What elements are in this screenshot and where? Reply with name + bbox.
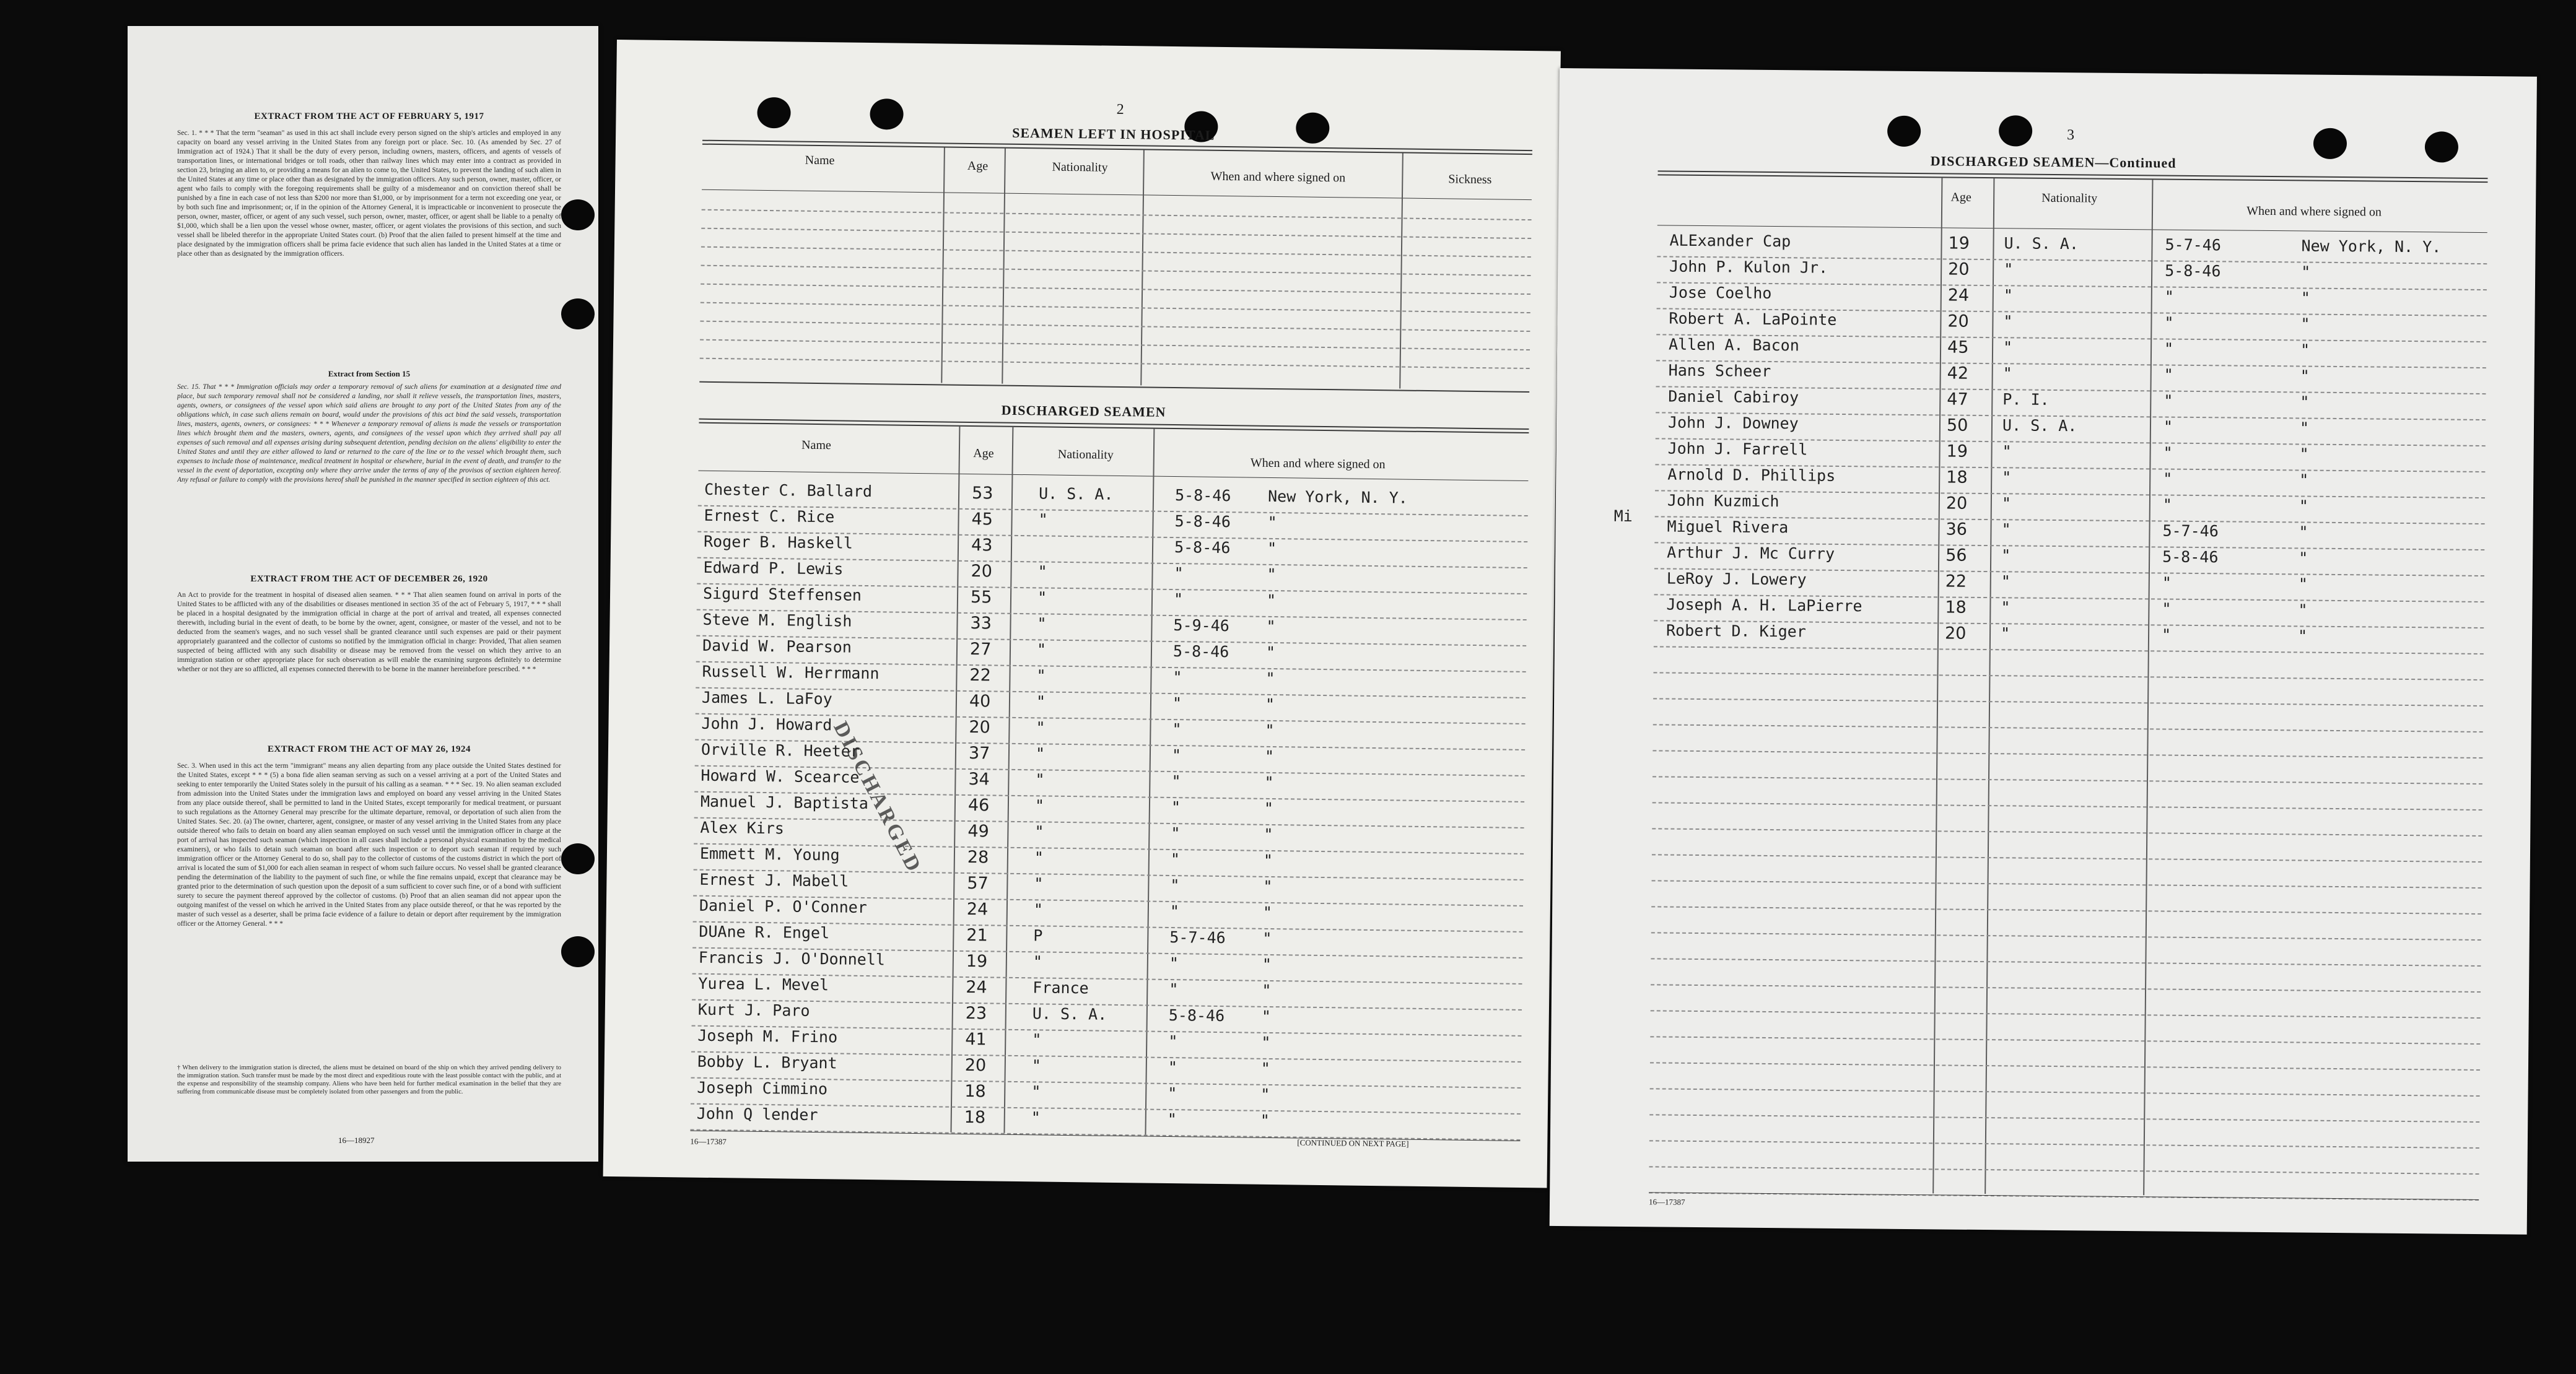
- row-line: [1651, 958, 2481, 967]
- hospital-blank-rows: [617, 40, 1561, 51]
- punch-hole: [561, 298, 595, 329]
- seaman-name: Ernest J. Mabell: [699, 870, 849, 890]
- column-divider: [1145, 429, 1155, 1135]
- rule: [1657, 174, 2487, 183]
- subheading-section-15: Extract from Section 15: [328, 369, 411, 378]
- seaman-nationality: ": [2004, 260, 2014, 279]
- discharged-stamp: DISCHARGED: [829, 718, 927, 877]
- column-divider: [1003, 427, 1013, 1133]
- blank-row-line: [701, 228, 1531, 239]
- seaman-age: 46: [967, 796, 990, 815]
- signed-on-date: ": [2162, 495, 2173, 514]
- seaman-age: 57: [967, 874, 989, 894]
- hospital-header-signed-on: When and where signed on: [1210, 169, 1346, 185]
- seaman-name: Daniel P. O'Conner: [699, 896, 868, 917]
- signed-on-date: 5-8-46: [1174, 538, 1231, 557]
- seaman-age: 20: [1945, 494, 1968, 513]
- hospital-header-age: Age: [967, 159, 989, 173]
- heading-act-1917: EXTRACT FROM THE ACT OF FEBRUARY 5, 1917: [254, 111, 484, 121]
- row-line: [1650, 1036, 2480, 1045]
- column-divider: [1932, 178, 1942, 1193]
- row-line: [1653, 724, 2483, 733]
- seaman-name: Emmett M. Young: [699, 844, 840, 864]
- signed-on-date: ": [2163, 417, 2173, 436]
- seaman-nationality: ": [2002, 442, 2012, 461]
- signed-on-date: ": [1172, 720, 1182, 739]
- seaman-nationality: U. S. A.: [1038, 484, 1114, 503]
- row-line: [1656, 360, 2486, 368]
- signed-on-place: ": [2299, 445, 2309, 463]
- signed-on-place: ": [2299, 497, 2309, 515]
- signed-on-place: ": [2300, 315, 2310, 333]
- rule: [702, 189, 1532, 200]
- seaman-name: Yurea L. Mevel: [698, 974, 829, 994]
- seaman-name: Ernest C. Rice: [704, 506, 835, 526]
- rule: [1649, 1192, 2479, 1200]
- row-line: [1653, 672, 2483, 680]
- signed-on-date: 5-8-46: [1174, 486, 1231, 505]
- seaman-nationality: ": [1035, 744, 1046, 763]
- signed-on-place: ": [2300, 367, 2310, 385]
- punch-hole: [561, 199, 595, 230]
- seaman-age: 22: [969, 666, 992, 685]
- signed-on-date: ": [1171, 746, 1182, 765]
- seaman-nationality: ": [2001, 598, 2011, 617]
- column-divider: [1399, 154, 1404, 389]
- seaman-name: Russell W. Herrmann: [702, 662, 880, 683]
- seaman-name: Chester C. Ballard: [704, 480, 873, 501]
- seaman-name: Howard W. Scearce: [701, 766, 860, 786]
- seaman-age: 45: [971, 510, 993, 529]
- signed-on-place: ": [2299, 549, 2308, 567]
- seaman-nationality: U. S. A.: [2002, 416, 2077, 435]
- punch-hole: [2425, 131, 2458, 162]
- seaman-nationality: ": [1037, 562, 1047, 581]
- text-section-15: Sec. 15. That * * * Immigration officials may order a temporary removal of such aliens for examination at a designated time and place, but such temporary removal shall not be considered a landing, nor shall it relieve vessels, the transportation lines, masters, agents, owners, or consignees of the vessel upon which said aliens are brought to any port of the United States from any of the obligations which, in case such aliens remain on board, would under the provisions of this act bind the said vessels, transportation lines, masters, agents, owners, or consignees: * * * Whenever a temporary removal of aliens is made the vessels or transportation lines which brought them and the masters, owners, agents, and consignees of the vessel upon which they arrived shall pay all expenses of such removal and all expenses arising during subsequent detention, pending decision on the aliens' eligibility to enter the United States and until they are either allowed to land or returned to the care of the line or to the vessel which brought them, such expenses to include those of maintenance, medical treatment in hospital or elsewhere, burial in the event of death, and transfer to the vessel in the event of deportation, excepting only where they arrive under the terms of any of the provisos of section eighteen hereof. Any refusal or failure to comply with the provisions hereof shall be punished in the manner specified in section eighteen of this act.: [177, 383, 561, 484]
- signed-on-date: ": [1172, 668, 1182, 687]
- seaman-name: DUAne R. Engel: [699, 922, 830, 942]
- signed-on-place: ": [1263, 851, 1273, 870]
- row-line: [1653, 802, 2482, 811]
- seaman-nationality: ": [1031, 1082, 1041, 1101]
- seaman-name: Robert A. LaPointe: [1669, 309, 1837, 329]
- signed-on-date: ": [2163, 443, 2173, 462]
- signed-on-date: 5-7-46: [2162, 521, 2219, 541]
- form-number: 16—17387: [690, 1136, 727, 1147]
- signed-on-place: ": [1261, 1033, 1271, 1052]
- continued-section-title: DISCHARGED SEAMEN—Continued: [1930, 153, 2177, 171]
- punch-hole: [870, 98, 904, 130]
- row-line: [1650, 1062, 2480, 1071]
- punch-hole: [1296, 112, 1330, 144]
- seaman-age: 20: [1944, 624, 1967, 643]
- seaman-name: Alex Kirs: [700, 818, 785, 838]
- heading-act-1920: EXTRACT FROM THE ACT OF DECEMBER 26, 1920: [250, 574, 488, 584]
- signed-on-place: ": [1267, 539, 1277, 558]
- signed-on-date: ": [1170, 876, 1180, 895]
- signed-on-date: ": [1171, 798, 1181, 817]
- seaman-age: 19: [966, 952, 988, 972]
- heading-act-1924: EXTRACT FROM THE ACT OF MAY 26, 1924: [267, 744, 471, 754]
- signed-on-place: ": [1263, 877, 1273, 896]
- seaman-age: 20: [1947, 311, 1969, 331]
- row-line: [1650, 1088, 2480, 1097]
- seaman-name: Allen A. Bacon: [1668, 335, 1799, 355]
- header-nationality: Nationality: [1057, 447, 1114, 462]
- seaman-nationality: ": [1034, 848, 1044, 867]
- row-line: [1657, 282, 2487, 290]
- seaman-age: 24: [966, 900, 989, 920]
- signed-on-place: ": [1262, 955, 1272, 974]
- seaman-name: John J. Howard: [701, 714, 832, 734]
- seaman-nationality: ": [2002, 338, 2013, 357]
- signed-on-place: ": [1264, 799, 1274, 818]
- seaman-name: Arnold D. Phillips: [1667, 465, 1836, 485]
- seaman-age: 19: [1948, 233, 1970, 253]
- seaman-age: 20: [969, 718, 991, 737]
- column-divider: [1984, 178, 1994, 1194]
- row-line: [1653, 750, 2482, 759]
- row-line: [1651, 906, 2481, 915]
- signed-on-place: ": [2299, 523, 2308, 541]
- row-line: [1654, 646, 2484, 654]
- page-number: 2: [1116, 101, 1124, 118]
- seaman-age: 18: [1946, 467, 1968, 487]
- signed-on-date: ": [1169, 980, 1179, 999]
- signed-on-place: ": [2300, 289, 2310, 307]
- punch-hole: [561, 843, 595, 874]
- seaman-name: Bobby L. Bryant: [697, 1052, 837, 1072]
- signed-on-date: ": [1169, 954, 1179, 973]
- seaman-name: Sigurd Steffensen: [702, 584, 862, 604]
- signed-on-date: ": [1169, 902, 1180, 921]
- signed-on-date: 5-8-46: [1172, 642, 1229, 661]
- seaman-name: Hans Scheer: [1668, 361, 1771, 380]
- signed-on-date: ": [2164, 313, 2174, 332]
- seaman-name: John Kuzmich: [1667, 491, 1779, 511]
- signed-on-date: ": [1171, 824, 1181, 843]
- signed-on-date: ": [2163, 391, 2173, 410]
- seaman-age: 20: [971, 562, 993, 581]
- column-divider: [1002, 149, 1006, 384]
- row-line: [1651, 1010, 2481, 1019]
- signed-on-date: ": [2164, 287, 2175, 306]
- signed-on-place: ": [2298, 575, 2308, 593]
- header-age: Age: [1950, 190, 1971, 204]
- seaman-nationality: ": [2001, 520, 2011, 539]
- seaman-name: Manuel J. Baptista: [700, 792, 869, 813]
- signed-on-place: New York, N. Y.: [2301, 237, 2442, 256]
- seaman-name: John J. Farrell: [1667, 439, 1808, 459]
- row-line: [1652, 828, 2482, 837]
- signed-on-date: 5-8-46: [1168, 1006, 1225, 1025]
- header-nationality: Nationality: [2041, 191, 2098, 206]
- seaman-name: ALExander Cap: [1669, 231, 1791, 251]
- punch-hole: [561, 936, 595, 967]
- punch-hole: [1887, 116, 1921, 147]
- seaman-age: 50: [1946, 415, 1968, 435]
- seaman-age: 53: [971, 484, 993, 503]
- header-name: Name: [801, 438, 832, 453]
- seaman-nationality: ": [2000, 624, 2011, 643]
- seaman-age: 22: [1945, 572, 1967, 591]
- seaman-age: 20: [1948, 259, 1970, 279]
- hospital-header-sickness: Sickness: [1448, 172, 1492, 187]
- seaman-name: Joseph M. Frino: [697, 1026, 838, 1046]
- seaman-nationality: P: [1033, 926, 1043, 945]
- row-line: [694, 817, 1524, 828]
- seaman-age: 24: [1947, 285, 1970, 305]
- row-line: [1651, 932, 2481, 941]
- signed-on-date: ": [1171, 772, 1181, 791]
- page-number: 3: [2066, 127, 2075, 144]
- seaman-name: Jose Coelho: [1669, 283, 1772, 303]
- signed-on-date: ": [1167, 1110, 1177, 1129]
- seaman-nationality: France: [1033, 978, 1089, 998]
- row-line: [1649, 1166, 2479, 1175]
- signed-on-place: ": [1262, 981, 1272, 1000]
- signed-on-date: 5-7-46: [2165, 235, 2221, 254]
- form-number: 16—17387: [1648, 1197, 1685, 1207]
- signed-on-place: ": [1260, 1111, 1270, 1130]
- signed-on-date: ": [2163, 339, 2174, 358]
- seaman-nationality: ": [2001, 572, 2011, 591]
- seaman-age: 37: [968, 744, 990, 763]
- signed-on-place: New York, N. Y.: [1267, 487, 1408, 507]
- seaman-nationality: ": [1032, 1030, 1042, 1049]
- seaman-name: James L. LaFoy: [701, 688, 832, 708]
- form-number: 16—18927: [338, 1136, 375, 1145]
- text-act-1917: Sec. 1. * * * That the term "seaman" as used in this act shall include every person signed on the ship's articles and employed in any capacity on board any vessel arriving in the United States from any foreign port or place. Sec. 10. (As amended by Sec. 27 of Immigration act of 1924.) That it shall be the duty of every person, including owners, masters, officers, and agents of vessels of transportation lines, or international bridges or toll roads, other than railway lines which may enter into a contract as provided in section 23, bringing an alien to, or providing a means for an alien to come to, the United States, to prevent the landing of such alien in the United States at any time or place other than as designated by the immigration officers. Any such person, owner, master, officer, or agent who fails to comply with the foregoing requirements shall be guilty of a misdemeanor and on conviction thereof shall be punished by a fine in each case of not less than $200 nor more than $1,000, or by imprisonment for a term not exceeding one year, or by both such fine and imprisonment; or, if in the opinion of the Attorney General, it is impracticable or inconvenient to prosecute the person, owner, master, officer, or agent of any such vessel, such person, owner, master, officer, or agent shall be liable to a penalty of $1,000, which shall be a lien upon the vessel whose owner, master, officer, or agent violates the provisions of this section, and such vessel shall be libeled therefor in the appropriate United States court. (b) Proof that the alien failed to present himself at the time and place designated by the immigration officers shall be prima facie evidence that such alien has landed in the United States at a time or place other than as designated by the immigration officers.: [177, 129, 561, 258]
- signed-on-date: 5-8-46: [2162, 547, 2219, 567]
- seaman-age: 33: [970, 614, 992, 633]
- seaman-name: John J. Downey: [1667, 413, 1799, 433]
- seaman-age: 19: [1946, 441, 1968, 461]
- signed-on-place: ": [1265, 643, 1276, 662]
- seaman-nationality: ": [1037, 614, 1047, 633]
- seaman-nationality: ": [1034, 796, 1045, 815]
- blank-row-line: [702, 209, 1532, 220]
- seaman-nationality: U. S. A.: [1032, 1004, 1107, 1024]
- signed-on-place: ": [1265, 669, 1275, 688]
- seaman-age: 28: [967, 848, 989, 867]
- seaman-nationality: ": [2001, 546, 2011, 565]
- punch-hole: [757, 97, 791, 129]
- seaman-nationality: ": [2002, 468, 2012, 487]
- signed-on-date: ": [1172, 694, 1182, 713]
- signed-on-place: ": [1265, 721, 1275, 740]
- seaman-age: 21: [966, 926, 988, 946]
- signed-on-date: ": [1174, 564, 1184, 583]
- seaman-name: John Q lender: [696, 1104, 818, 1124]
- seaman-name: Steve M. English: [702, 610, 852, 630]
- row-line: [1653, 776, 2482, 785]
- signed-on-place: ": [1266, 591, 1277, 610]
- margin-note: Mi: [1613, 507, 1633, 526]
- seaman-name: Orville R. Heeter: [701, 740, 860, 760]
- header-age: Age: [973, 446, 994, 461]
- signed-on-date: 5-8-46: [2165, 261, 2221, 280]
- seaman-nationality: ": [1035, 770, 1045, 789]
- discharged-section-title: DISCHARGED SEAMEN: [1001, 402, 1166, 420]
- signed-on-place: ": [1266, 617, 1276, 636]
- column-divider: [2143, 180, 2153, 1195]
- signed-on-place: ": [1265, 695, 1275, 714]
- seaman-nationality: ": [1036, 718, 1046, 737]
- legal-extract-page: [128, 26, 598, 1162]
- seaman-name: LeRoy J. Lowery: [1666, 569, 1807, 589]
- signed-on-date: 5-9-46: [1173, 616, 1229, 635]
- signed-on-place: ": [2301, 263, 2311, 281]
- row-line: [1649, 1140, 2479, 1149]
- signed-on-place: ": [2300, 393, 2310, 411]
- seaman-nationality: ": [1034, 822, 1044, 841]
- hospital-section-title: SEAMEN LEFT IN HOSPITAL: [1012, 124, 1215, 143]
- seaman-nationality: ": [1031, 1108, 1041, 1127]
- signed-on-place: ": [2300, 341, 2310, 359]
- header-signed-on: When and where signed on: [2246, 204, 2382, 219]
- continued-note: [CONTINUED ON NEXT PAGE]: [1297, 1137, 1409, 1149]
- signed-on-place: ": [1260, 1059, 1271, 1078]
- hospital-header-nationality: Nationality: [1052, 160, 1108, 175]
- row-line: [1653, 698, 2483, 707]
- manifest-page-3: [1550, 68, 2537, 1235]
- blank-row-line: [700, 358, 1530, 369]
- seaman-name: Roger B. Haskell: [703, 532, 854, 552]
- seaman-name: Daniel Cabiroy: [1668, 387, 1799, 407]
- signed-on-date: ": [2163, 365, 2173, 384]
- seaman-name: Edward P. Lewis: [703, 558, 844, 578]
- signed-on-place: ": [1264, 747, 1275, 766]
- manifest-page-2: [603, 40, 1561, 1188]
- blank-row-line: [700, 321, 1530, 332]
- seaman-age: 55: [970, 588, 992, 607]
- signed-on-place: ": [1267, 565, 1277, 584]
- seaman-nationality: ": [1036, 692, 1046, 711]
- seaman-age: 18: [964, 1107, 986, 1128]
- seaman-name: Miguel Rivera: [1667, 517, 1789, 537]
- signed-on-place: ": [2298, 601, 2308, 619]
- seaman-name: Joseph Cimmino: [697, 1078, 828, 1098]
- seaman-age: 40: [969, 692, 991, 711]
- blank-row-line: [701, 302, 1530, 313]
- seaman-nationality: ": [2001, 494, 2012, 513]
- seaman-age: 42: [1947, 363, 1969, 383]
- blank-row-line: [701, 284, 1530, 295]
- signed-on-place: ": [1262, 903, 1273, 922]
- seaman-age: 43: [971, 536, 993, 555]
- header-signed-on: When and where signed on: [1250, 456, 1386, 472]
- seaman-name: Arthur J. Mc Curry: [1667, 543, 1835, 563]
- signed-on-date: ": [1170, 850, 1181, 869]
- seaman-name: Kurt J. Paro: [697, 1000, 810, 1020]
- seaman-nationality: ": [1036, 640, 1047, 659]
- seaman-age: 20: [964, 1055, 987, 1076]
- signed-on-place: ": [2299, 419, 2310, 437]
- seaman-nationality: ": [2002, 364, 2012, 383]
- signed-on-date: ": [2162, 573, 2172, 592]
- seaman-age: 24: [966, 977, 987, 998]
- seaman-age: 56: [1945, 546, 1967, 565]
- signed-on-date: 5-8-46: [1174, 512, 1231, 531]
- blank-row-line: [701, 265, 1531, 276]
- seaman-nationality: U. S. A.: [2004, 234, 2079, 253]
- seaman-age: 36: [1945, 520, 1968, 539]
- signed-on-date: ": [2162, 599, 2172, 618]
- signed-on-place: ": [1264, 825, 1273, 844]
- signed-on-place: ": [2297, 627, 2308, 645]
- seaman-nationality: ": [1038, 510, 1048, 529]
- seaman-age: 47: [1947, 389, 1968, 409]
- blank-row-line: [700, 339, 1530, 350]
- column-divider: [1140, 150, 1145, 385]
- seaman-age: 49: [967, 822, 989, 841]
- column-divider: [941, 147, 945, 383]
- signed-on-place: ": [1262, 929, 1272, 948]
- row-line: [1649, 1114, 2479, 1123]
- seaman-age: 45: [1947, 337, 1969, 357]
- seaman-age: 27: [969, 640, 992, 659]
- signed-on-place: ": [1267, 513, 1277, 532]
- seaman-name: David W. Pearson: [702, 636, 852, 656]
- seaman-age: 23: [965, 1003, 987, 1024]
- blank-row-line: [701, 246, 1531, 258]
- seaman-nationality: ": [1037, 588, 1047, 607]
- text-act-1924: Sec. 3. When used in this act the term "immigrant" means any alien departing from any place outside the United States destined for the United States, except * * * (5) a bona fide alien seaman serving as such on a vessel arriving at a port of the United States and seeking to enter temporarily the United States solely in the pursuit of his calling as a seaman. * * * Sec. 19. No alien seaman excluded from admission into the United States under the immigration laws and employed on board any vessel arriving in the United States from any place outside thereof, shall be permitted to land in the United States, except temporarily for medical treatment, or pursuant to such regulations as the Attorney General may prescribe for the ultimate departure, removal, or deportation of such alien from the United States. Sec. 20. (a) The owner, charterer, agent, consignee, or master of any vessel arriving in the United States from any place outside thereof who fails to detain on board any alien seaman employed on such vessel until the immigration officer in charge at the port of arrival has inspected such seaman (which inspection in all cases shall include a personal physical examination by the medical examiners), or who fails to detain such seaman on board after such inspection or to deport such seaman if required by such immigration officer or the Attorney General to do so, shall pay to the collector of customs of the customs district in which the port of arrival is located the sum of $1,000 for each alien seaman in respect of whom such failure occurs. No vessel shall be granted clearance pending the determination of the liability to the payment of such fine, or while the fine remains unpaid, except that clearance may be granted prior to the determination of such question upon the deposit of a sum sufficient to cover such fine, or of a bond with sufficient surety to secure the payment thereof approved by the collector of customs. (b) Proof that an alien seaman did not appear upon the outgoing manifest of the vessel on which he arrived in the United States from any place outside thereof, or that he was reported by the master of such vessel as a deserter, shall be prima facie evidence of a failure to detain or deport after requirement by the immigration officer or the Attorney General. * * *: [177, 762, 561, 928]
- seaman-age: 41: [965, 1029, 987, 1050]
- row-line: [1651, 984, 2481, 993]
- seaman-name: Francis J. O'Donnell: [698, 948, 886, 969]
- seaman-age: 18: [964, 1081, 986, 1102]
- rule: [699, 381, 1529, 393]
- signed-on-date: ": [2161, 625, 2172, 644]
- seaman-name: John P. Kulon Jr.: [1669, 257, 1828, 277]
- row-line: [1652, 880, 2482, 889]
- signed-on-date: ": [1168, 1084, 1177, 1103]
- column-divider: [950, 427, 960, 1133]
- seaman-nationality: ": [1034, 874, 1044, 893]
- text-act-1920: An Act to provide for the treatment in hospital of diseased alien seamen. * * * That alien seamen found on arrival in ports of the United States to be afflicted with any of the disabilities or diseases mentioned in section 35 of the act of February 5, 1917, * * * shall be placed in a hospital designated by the immigration official in charge at the port of arrival and treated, all expenses connected therewith, including burial in the event of death, to be borne by the owner, agent, consignee, or master of the vessel, and not to be deducted from the seamen's wages, and no such vessel shall be granted clearance until such expenses are paid or their payment appropriately guaranteed and the collector of customs so notified by the immigration official in charge: Provided, That alien seamen suspected of being afflicted with any such disability or disease may be removed from the vessel on which they arrive to an immigration station or other appropriate place for such observation as will enable the examining surgeons definitely to determine whether or not they are so afflicted, all expenses connected therewith to be borne in the manner hereinbefore prescribed. * * *: [177, 591, 561, 673]
- seaman-nationality: ": [2003, 286, 2014, 305]
- punch-hole: [1999, 115, 2032, 146]
- signed-on-date: ": [1168, 1058, 1178, 1077]
- seaman-nationality: ": [2003, 312, 2013, 331]
- signed-on-date: ": [1173, 590, 1184, 609]
- signed-on-date: 5-7-46: [1169, 928, 1226, 947]
- row-line: [1655, 490, 2485, 498]
- seaman-nationality: ": [1036, 666, 1046, 685]
- row-line: [1652, 854, 2482, 863]
- signed-on-place: ": [1264, 773, 1274, 792]
- signed-on-place: ": [1261, 1007, 1272, 1026]
- seaman-name: Robert D. Kiger: [1666, 621, 1806, 641]
- seaman-age: 18: [1945, 598, 1967, 617]
- footnote: † When delivery to the immigration station is directed, the aliens must be detained on board of the ship on which they arrived pending delivery to the immigration station. Such transfer must be made by the most direct and expeditious route with the least possible contact with the public, and at the expense and responsibility of the steamship company. Aliens who have been held for further medical examination in the belief that they are suffering from communicable disease must be completely isolated from other passengers and from the public.: [177, 1064, 561, 1095]
- signed-on-place: ": [1260, 1085, 1270, 1104]
- signed-on-date: ": [2163, 469, 2173, 488]
- hospital-header-name: Name: [805, 153, 835, 168]
- signed-on-place: ": [2299, 471, 2309, 489]
- seaman-nationality: P. I.: [2002, 390, 2050, 409]
- seaman-age: 34: [968, 770, 990, 789]
- seaman-nationality: ": [1031, 1056, 1042, 1075]
- seaman-nationality: ": [1033, 900, 1044, 919]
- signed-on-date: ": [1168, 1032, 1178, 1051]
- punch-hole: [2313, 128, 2347, 159]
- seaman-nationality: ": [1033, 952, 1043, 971]
- seaman-name: Joseph A. H. LaPierre: [1666, 595, 1862, 615]
